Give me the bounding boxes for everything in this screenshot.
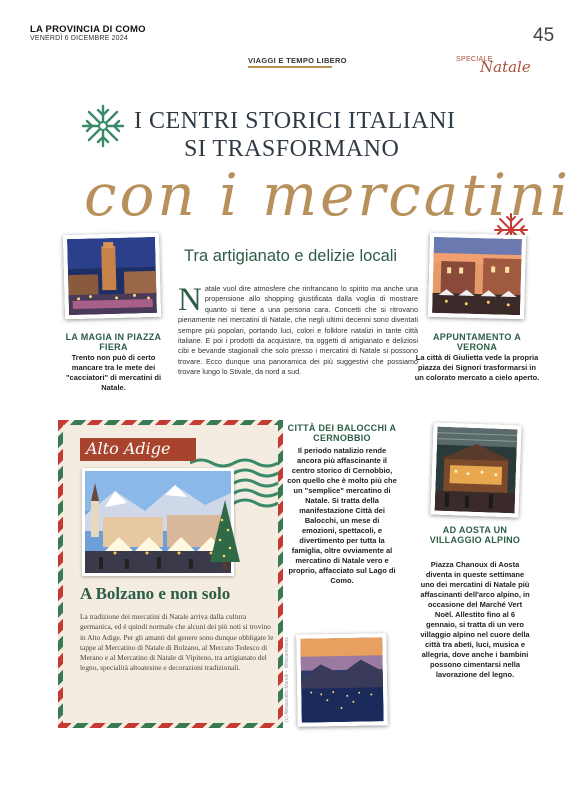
fiera-text: Trento non può di certo mancare tra le mete dei "cacciatori" di mercatini di Natale.: [65, 353, 162, 392]
section-rule: [248, 66, 332, 68]
postcard-text: La tradizione dei mercatini di Natale arriva dalla cultura germanica, ed è quindi normale che alcuni dei più noti si trovino in Alto Adige. Per gli amanti del genere sono dunque obbligate le tappe al Mercatino di Natale di Bolzano, al Mercato Tedesco di Merano e al Mercatino di Natale di Vipiteno, tra artigianato del legno, specialità altoatesine e decorazioni tradizionali.: [80, 612, 274, 673]
snowflake-green-icon: [80, 103, 126, 149]
section-label: VIAGGI E TEMPO LIBERO: [248, 56, 347, 65]
aosta-text: Piazza Chanoux di Aosta diventa in queste settimane uno dei mercatini di Natale più affascinanti dell'arco alpino, in occasione del Marché Vert Noël. Allestito fino al 6 gennaio, si tratta di un vero villaggio alpino nel cuore della città tra abeti, luci, musica e allegria, dove anche i bambini possono cimentarsi nella lavorazione del legno.: [420, 560, 530, 679]
intro-text: atale vuol dire atmosfere che rinfrancano lo spirito ma anche una propensione allo shopping giustificata dalla voglia di mostrare quanto si tiene a una persona cara. Concetti che si ritrovano pienamente nei mercatini di Natale, che negli ultimi decenni sono diventati sempre più popolari, portando luci, colori e folklore natalizi in tante città italiane. E poi i prodotti da acquistare, tra oggetti di artigianato e deliziosi cibi e bevande stagionali che solo presso i mercatini di Natale si possono trovare. Ecco dunque una panoramica dei più suggestivi che possiamo trovare lungo lo Stivale, da nord a sud.: [178, 284, 418, 377]
speciale-label: SPECIALE: [456, 56, 493, 63]
aosta-title: AD AOSTA UN VILLAGGIO ALPINO: [429, 525, 521, 545]
page-number: 45: [533, 25, 555, 46]
cernobbio-title: CITTÀ DEI BALOCCHI A CERNOBBIO: [287, 423, 397, 443]
postcard-heading: A Bolzano e non solo: [80, 584, 231, 603]
verona-title: APPUNTAMENTO A VERONA: [432, 332, 522, 352]
headline-script: con i mercatini: [84, 161, 572, 229]
photo-trento: [63, 233, 161, 319]
fiera-title: LA MAGIA IN PIAZZA FIERA: [65, 332, 162, 352]
photo-aosta: [430, 422, 521, 517]
intro-paragraph: [178, 284, 418, 378]
photo-verona: [428, 233, 526, 319]
headline-line-1: I CENTRI STORICI ITALIANI: [134, 108, 456, 134]
intro-subtitle: Tra artigianato e delizie locali: [184, 247, 398, 265]
newspaper-name: LA PROVINCIA DI COMO: [30, 24, 146, 35]
christmas-tree-icon: [210, 500, 240, 570]
postcard-label: Alto Adige: [80, 438, 196, 461]
photo-lake-como: [296, 633, 388, 727]
cernobbio-text: Il periodo natalizio rende ancora più affascinante il centro storico di Cernobbio, con quello che è molto più che un "semplice" mercatino di Natale. Si tratta della manifestazione Città dei Balocchi, un mese di emozioni, spettacoli, e divertimento per tutta la famiglia, oltre ovviamente al mercatino di Natale vero e proprio, affacciato sul Lago di Como.: [287, 446, 397, 585]
verona-text: La città di Giulietta vede la propria piazza dei Signori trasformarsi in un colorato mercato a cielo aperto.: [414, 353, 540, 382]
issue-date: VENERDÌ 6 DICEMBRE 2024: [30, 35, 128, 42]
natale-label: Natale: [480, 58, 531, 76]
intro-dropcap: N: [178, 282, 202, 318]
headline-line-2: SI TRASFORMANO: [184, 136, 400, 162]
photo-credit: (c) Alessandro Marelli – Wikicommons: [284, 637, 290, 722]
